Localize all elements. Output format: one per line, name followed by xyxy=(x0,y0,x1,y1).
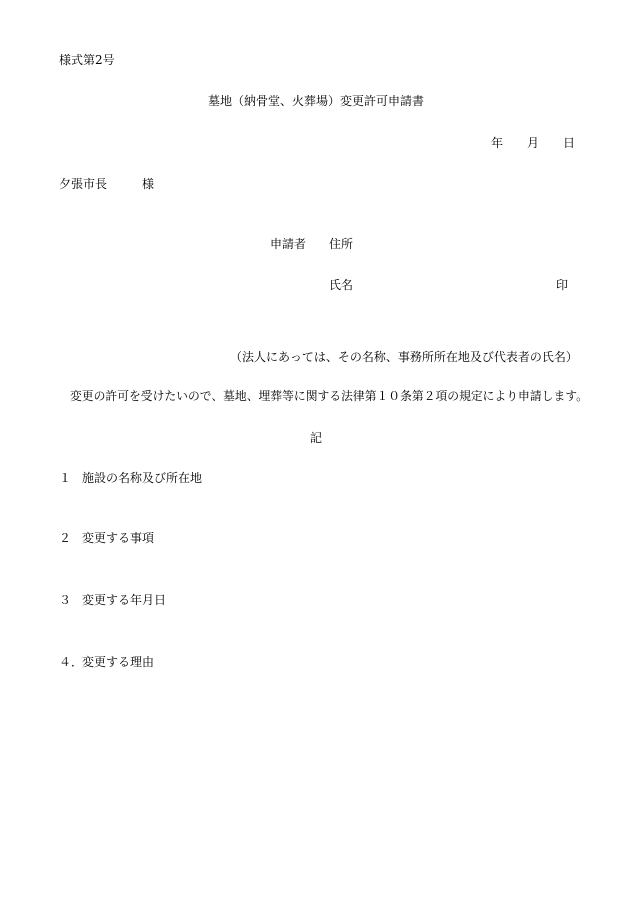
applicant-label: 申請者 xyxy=(270,237,307,251)
ki-mark: 記 xyxy=(310,431,323,445)
item-number: ２ xyxy=(59,531,72,545)
item-label: 変更する事項 xyxy=(82,531,155,545)
item-number: ４． xyxy=(59,655,84,669)
form-number: 様式第2号 xyxy=(59,53,115,67)
item-label: 変更する理由 xyxy=(82,655,155,669)
corporate-note: （法人にあっては、その名称、事務所所在地及び代表者の氏名） xyxy=(230,350,578,364)
document-title: 墓地（納骨堂、火葬場）変更許可申請書 xyxy=(208,94,425,108)
item-label: 施設の名称及び所在地 xyxy=(82,471,203,485)
date-day: 日 xyxy=(563,136,576,150)
addressee-name: 夕張市長 xyxy=(59,177,108,191)
body-text: 変更の許可を受けたいので、墓地、埋葬等に関する法律第１０条第２項の規定により申請します。 xyxy=(70,389,588,403)
item-number: １ xyxy=(59,471,72,485)
item-number: ３ xyxy=(59,593,72,607)
seal-mark: 印 xyxy=(556,278,569,292)
date-year: 年 xyxy=(491,136,504,150)
date-month: 月 xyxy=(527,136,540,150)
addressee-honorific: 様 xyxy=(142,177,155,191)
item-label: 変更する年月日 xyxy=(82,593,167,607)
name-label: 氏名 xyxy=(329,278,354,292)
address-label: 住所 xyxy=(329,237,354,251)
